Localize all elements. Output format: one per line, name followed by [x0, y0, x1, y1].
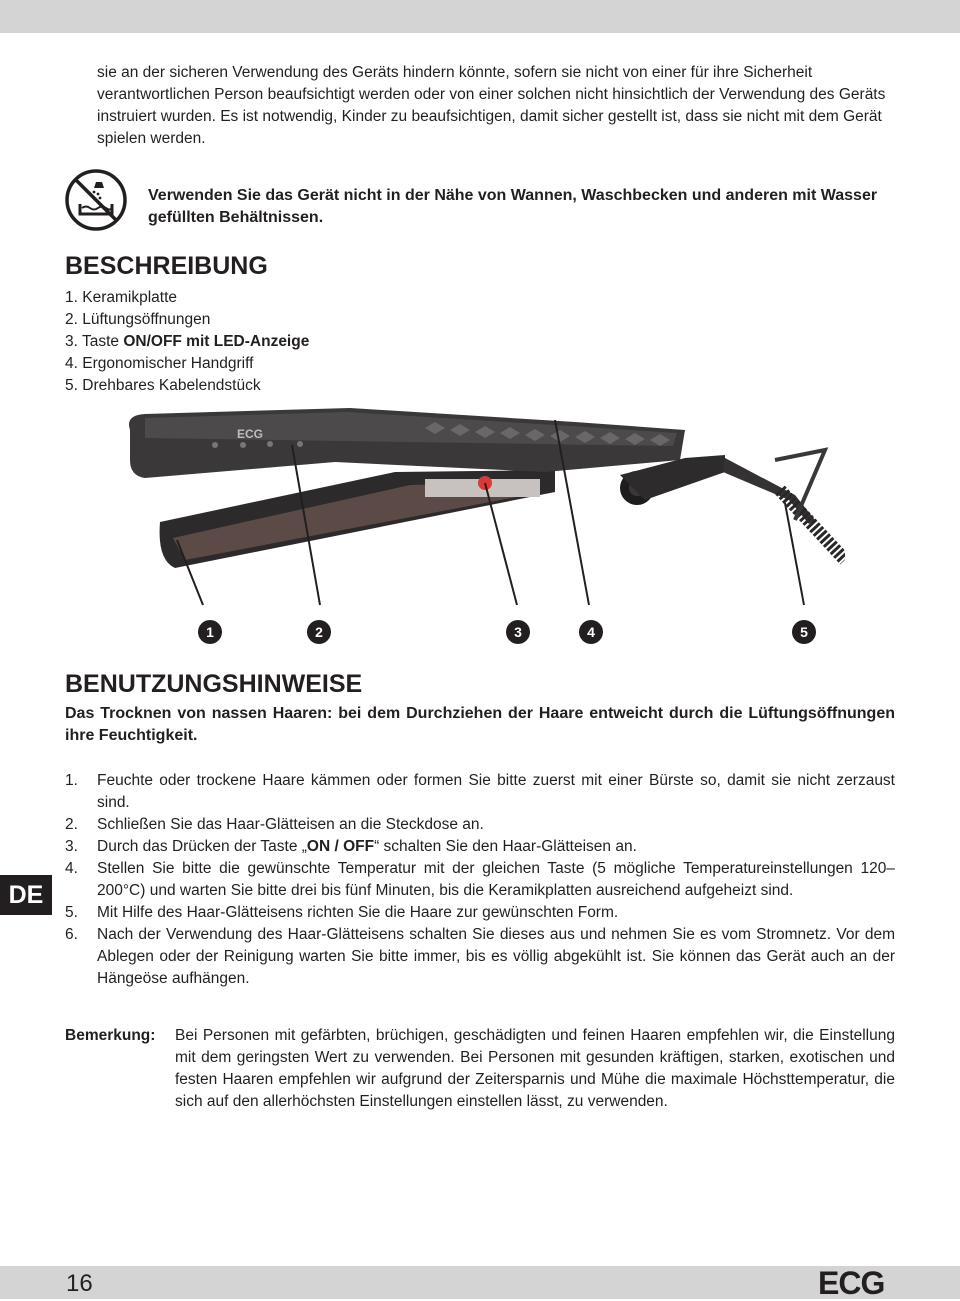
brand-logo: ECG — [818, 1265, 885, 1301]
top-bar — [0, 0, 960, 33]
callout-5 — [792, 620, 816, 644]
list-item: 5. Drehbares Kabelendstück — [65, 377, 261, 394]
language-tab: DE — [0, 875, 52, 915]
svg-text:2: 2 — [315, 624, 323, 640]
list-item: 1. Keramikplatte — [65, 289, 178, 306]
intro-paragraph: sie an der sicheren Verwendung des Geräts hindern könnte, sofern sie nicht von einer für ihre Sicherheit verantwortlichen Person beaufsichtigt werden oder von einer solchen nicht hinsichtlich der Verwendung des Geräts instruiert wurden. Es ist notwendig, Kinder zu beaufsichtigen, damit sicher gestellt ist, dass sie nicht mit dem Gerät spielen werden. — [97, 64, 886, 147]
svg-text:3: 3 — [514, 624, 522, 640]
callout-2 — [307, 620, 331, 644]
page-number: 16 — [66, 1270, 93, 1297]
remark-label: Bemerkung: — [65, 1027, 156, 1044]
list-item: 6. Nach der Verwendung des Haar-Glätteisens schalten Sie dieses aus und nehmen Sie es vom Stromnetz. Vor dem Ablegen oder der Reinigung warten Sie bitte immer, bis es völlig abgekühlt ist. Sie können das Gerät auch an der Hängeöse aufhängen. — [65, 926, 895, 987]
usage-steps — [65, 770, 895, 990]
svg-text:4: 4 — [587, 624, 595, 640]
bottom-bar — [0, 1266, 960, 1299]
list-item: 4. Ergonomischer Handgriff — [65, 355, 254, 372]
remark-text: Bei Personen mit gefärbten, brüchigen, geschädigten und feinen Haaren empfehlen wir, die Einstellung mit dem geringsten Wert zu verwenden. Bei Personen mit gesunden kräftigen, starken, exotischen und festen Haaren empfehlen wir aufgrund der Zeitersparnis und Mühe die maximale Höchsttemperatur, die sich auf den allerhöchsten Einstellungen einstellen lässt, zu verwenden. — [175, 1027, 895, 1110]
list-item: 5. Mit Hilfe des Haar-Glätteisens richten Sie die Haare zur gewünschten Form. — [65, 904, 619, 921]
no-water-icon — [64, 168, 128, 232]
list-item: 3. Durch das Drücken der Taste „ON / OFF“ schalten Sie den Haar-Glätteisen an. — [65, 838, 637, 855]
list-item: 3. Taste ON/OFF mit LED-Anzeige — [65, 333, 310, 350]
list-item: 4. Stellen Sie bitte die gewünschte Temperatur mit der gleichen Taste (5 mögliche Temperatureinstellungen 120–200°C) und warten Sie bitte drei bis fünf Minuten, bis die Keramikplatten ausreichend aufgeheizt sind. — [65, 860, 895, 899]
hair-straightener-illustration — [125, 400, 845, 650]
svg-text:1: 1 — [206, 624, 214, 640]
usage-intro: Das Trocknen von nassen Haaren: bei dem Durchziehen der Haare entweicht durch die Lüftungsöffnungen ihre Feuchtigkeit. — [65, 705, 895, 744]
callout-1 — [198, 620, 222, 644]
usage-heading: BENUTZUNGSHINWEISE — [65, 670, 363, 698]
description-heading: BESCHREIBUNG — [65, 252, 268, 280]
list-item: 1. Feuchte oder trockene Haare kämmen oder formen Sie bitte zuerst mit einer Bürste so, damit sie nicht zerzaust sind. — [65, 772, 895, 811]
list-item: 2. Lüftungsöffnungen — [65, 311, 211, 328]
device-brand-label: ECG — [237, 427, 264, 441]
svg-text:5: 5 — [800, 624, 808, 640]
description-list — [65, 287, 309, 397]
list-item: 2. Schließen Sie das Haar-Glätteisen an die Steckdose an. — [65, 816, 484, 833]
callout-3 — [506, 620, 530, 644]
callout-4 — [579, 620, 603, 644]
warning-text: Verwenden Sie das Gerät nicht in der Nähe von Wannen, Waschbecken und anderen mit Wasser gefüllten Behältnissen. — [148, 187, 878, 226]
